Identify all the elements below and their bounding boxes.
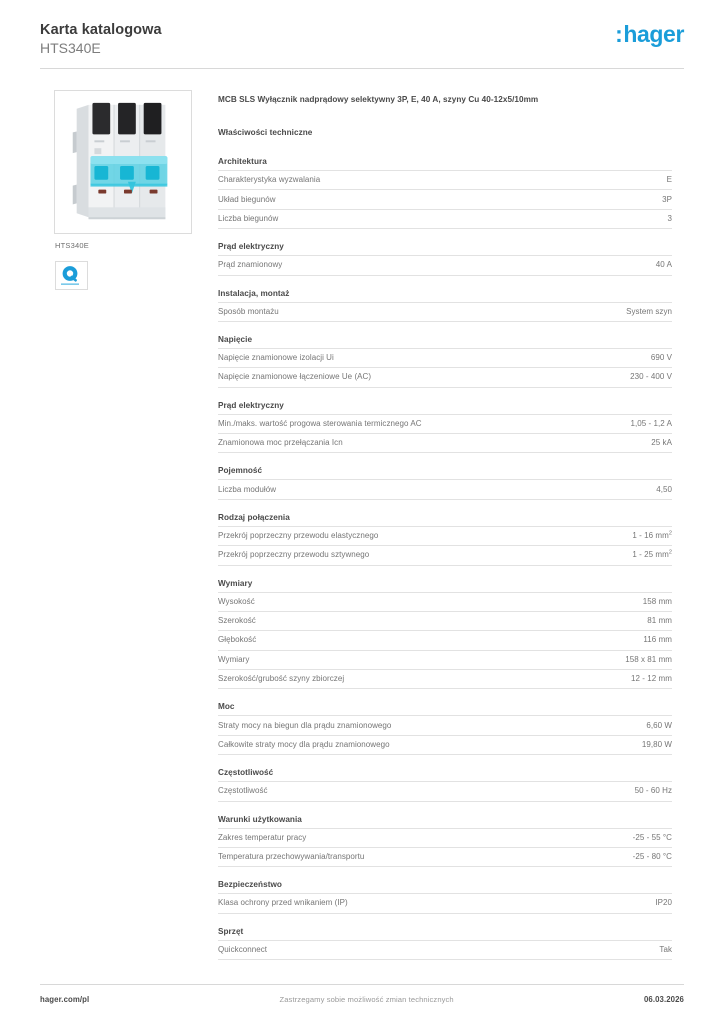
spec-section-title: Moc bbox=[218, 702, 672, 716]
footer-site-link[interactable]: hager.com/pl bbox=[40, 995, 90, 1004]
spec-value: Tak bbox=[659, 944, 672, 954]
footer-divider bbox=[40, 984, 684, 985]
spec-label: Sposób montażu bbox=[218, 306, 279, 316]
spec-row bbox=[218, 848, 672, 867]
product-image-caption: HTS340E bbox=[55, 241, 89, 250]
spec-section-title: Pojemność bbox=[218, 466, 672, 480]
spec-section bbox=[218, 927, 672, 960]
spec-section-title: Wymiary bbox=[218, 579, 672, 593]
spec-label: Całkowite straty mocy dla prądu znamionowego bbox=[218, 739, 390, 749]
quickconnect-badge bbox=[55, 261, 88, 290]
spec-section bbox=[218, 466, 672, 499]
page-footer bbox=[40, 995, 684, 1004]
spec-label: Głębokość bbox=[218, 635, 257, 645]
spec-value: 230 - 400 V bbox=[630, 372, 672, 382]
spec-section-title: Sprzęt bbox=[218, 927, 672, 941]
spec-value: 12 - 12 mm bbox=[631, 674, 672, 684]
spec-label: Wymiary bbox=[218, 654, 250, 664]
spec-section bbox=[218, 289, 672, 322]
spec-value-superscript: 2 bbox=[668, 530, 672, 537]
spec-section-title: Prąd elektryczny bbox=[218, 401, 672, 415]
spec-label: Napięcie znamionowe izolacji Ui bbox=[218, 353, 334, 363]
spec-row bbox=[218, 415, 672, 434]
spec-value: 158 mm bbox=[642, 596, 672, 606]
spec-value-text: 1 - 25 mm bbox=[632, 550, 669, 560]
spec-row bbox=[218, 894, 672, 913]
spec-value: 40 A bbox=[655, 260, 672, 270]
spec-label: Szerokość bbox=[218, 616, 256, 626]
spec-label: Znamionowa moc przełączania Icn bbox=[218, 438, 343, 448]
spec-value: 116 mm bbox=[643, 635, 672, 645]
spec-section-title: Prąd elektryczny bbox=[218, 242, 672, 256]
page-header bbox=[40, 22, 684, 68]
spec-sections-container bbox=[218, 157, 672, 960]
spec-label: Układ biegunów bbox=[218, 194, 276, 204]
spec-value: 19,80 W bbox=[641, 739, 672, 749]
product-image-frame bbox=[54, 90, 192, 234]
spec-row bbox=[218, 829, 672, 848]
spec-value: -25 - 80 °C bbox=[632, 852, 672, 862]
spec-section bbox=[218, 702, 672, 755]
spec-value: 1,05 - 1,2 A bbox=[630, 418, 672, 428]
spec-section-title: Instalacja, montaż bbox=[218, 289, 672, 303]
spec-row bbox=[218, 349, 672, 368]
spec-row bbox=[218, 941, 672, 960]
spec-row bbox=[218, 210, 672, 229]
logo-wordmark: hager bbox=[623, 21, 684, 47]
spec-label: Napięcie znamionowe łączeniowe Ue (AC) bbox=[218, 372, 372, 382]
spec-label: Szerokość/grubość szyny zbiorczej bbox=[218, 674, 345, 684]
spec-label: Przekrój poprzeczny przewodu elastycznego bbox=[218, 530, 379, 540]
specifications-panel bbox=[218, 94, 672, 973]
spec-section bbox=[218, 815, 672, 868]
spec-value-superscript: 2 bbox=[668, 549, 672, 556]
footer-date: 06.03.2026 bbox=[643, 995, 684, 1004]
spec-row bbox=[218, 256, 672, 275]
spec-label: Liczba biegunów bbox=[218, 213, 279, 223]
spec-label: Min./maks. wartość progowa sterowania termicznego AC bbox=[218, 418, 422, 428]
spec-row bbox=[218, 303, 672, 322]
page-subtitle-reference: HTS340E bbox=[40, 40, 101, 56]
spec-label: Prąd znamionowy bbox=[218, 260, 283, 270]
header-titles bbox=[40, 22, 162, 57]
spec-value-text: 1 - 16 mm bbox=[632, 530, 669, 540]
spec-label: Charakterystyka wyzwalania bbox=[218, 175, 321, 185]
spec-row bbox=[218, 631, 672, 650]
spec-label: Zakres temperatur pracy bbox=[218, 832, 307, 842]
spec-label: Klasa ochrony przed wnikaniem (IP) bbox=[218, 898, 348, 908]
spec-label: Częstotliwość bbox=[218, 786, 268, 796]
spec-label: Temperatura przechowywania/transportu bbox=[218, 852, 365, 862]
spec-value: 81 mm bbox=[647, 616, 672, 626]
spec-label: Quickconnect bbox=[218, 944, 268, 954]
spec-value: E bbox=[666, 175, 672, 185]
specs-subtitle: Właściwości techniczne bbox=[218, 128, 313, 137]
spec-value bbox=[632, 531, 672, 541]
spec-label: Straty mocy na biegun dla prądu znamionowego bbox=[218, 720, 392, 730]
spec-value: 3P bbox=[662, 194, 672, 204]
spec-row bbox=[218, 716, 672, 735]
spec-section bbox=[218, 401, 672, 454]
spec-row bbox=[218, 527, 672, 546]
spec-value: -25 - 55 °C bbox=[632, 832, 672, 842]
spec-label: Wysokość bbox=[218, 596, 255, 606]
spec-value: IP20 bbox=[655, 898, 672, 908]
spec-value: 690 V bbox=[650, 353, 672, 363]
spec-section bbox=[218, 335, 672, 388]
spec-section bbox=[218, 242, 672, 275]
logo-colon-mark: : bbox=[615, 21, 623, 47]
spec-value: 6,60 W bbox=[646, 720, 672, 730]
page-title: Karta katalogowa bbox=[40, 22, 162, 38]
product-full-name: MCB SLS Wyłącznik nadprądowy selektywny 3P, E, 40 A, szyny Cu 40-12x5/10mm bbox=[218, 95, 539, 104]
spec-value: 4,50 bbox=[656, 484, 672, 494]
spec-row bbox=[218, 546, 672, 565]
spec-section bbox=[218, 513, 672, 566]
spec-value: System szyn bbox=[626, 306, 672, 316]
spec-section-title: Rodzaj połączenia bbox=[218, 513, 672, 527]
spec-label: Przekrój poprzeczny przewodu sztywnego bbox=[218, 550, 370, 560]
spec-row bbox=[218, 190, 672, 209]
spec-row bbox=[218, 612, 672, 631]
spec-row bbox=[218, 368, 672, 387]
spec-row bbox=[218, 171, 672, 190]
footer-disclaimer: Zastrzegamy sobie możliwość zmian technicznych bbox=[279, 995, 454, 1004]
spec-value: 3 bbox=[667, 213, 672, 223]
spec-section bbox=[218, 880, 672, 913]
spec-row bbox=[218, 670, 672, 689]
spec-section bbox=[218, 579, 672, 690]
spec-section-title: Bezpieczeństwo bbox=[218, 880, 672, 894]
spec-value bbox=[632, 550, 672, 560]
spec-row bbox=[218, 782, 672, 801]
spec-row bbox=[218, 434, 672, 453]
spec-section-title: Napięcie bbox=[218, 335, 672, 349]
spec-value: 158 x 81 mm bbox=[625, 654, 672, 664]
product-photo-mcb-3p bbox=[55, 91, 191, 233]
spec-row bbox=[218, 593, 672, 612]
spec-row bbox=[218, 480, 672, 499]
spec-value: 25 kA bbox=[651, 438, 672, 448]
spec-section-title: Architektura bbox=[218, 157, 672, 171]
spec-row bbox=[218, 736, 672, 755]
spec-section bbox=[218, 768, 672, 801]
spec-section bbox=[218, 157, 672, 229]
spec-value: 50 - 60 Hz bbox=[634, 786, 672, 796]
spec-section-title: Częstotliwość bbox=[218, 768, 672, 782]
spec-label: Liczba modułów bbox=[218, 484, 277, 494]
spec-row bbox=[218, 651, 672, 670]
spec-section-title: Warunki użytkowania bbox=[218, 815, 672, 829]
quickconnect-icon bbox=[59, 264, 84, 287]
hager-logo bbox=[615, 23, 684, 46]
header-divider bbox=[40, 68, 684, 69]
